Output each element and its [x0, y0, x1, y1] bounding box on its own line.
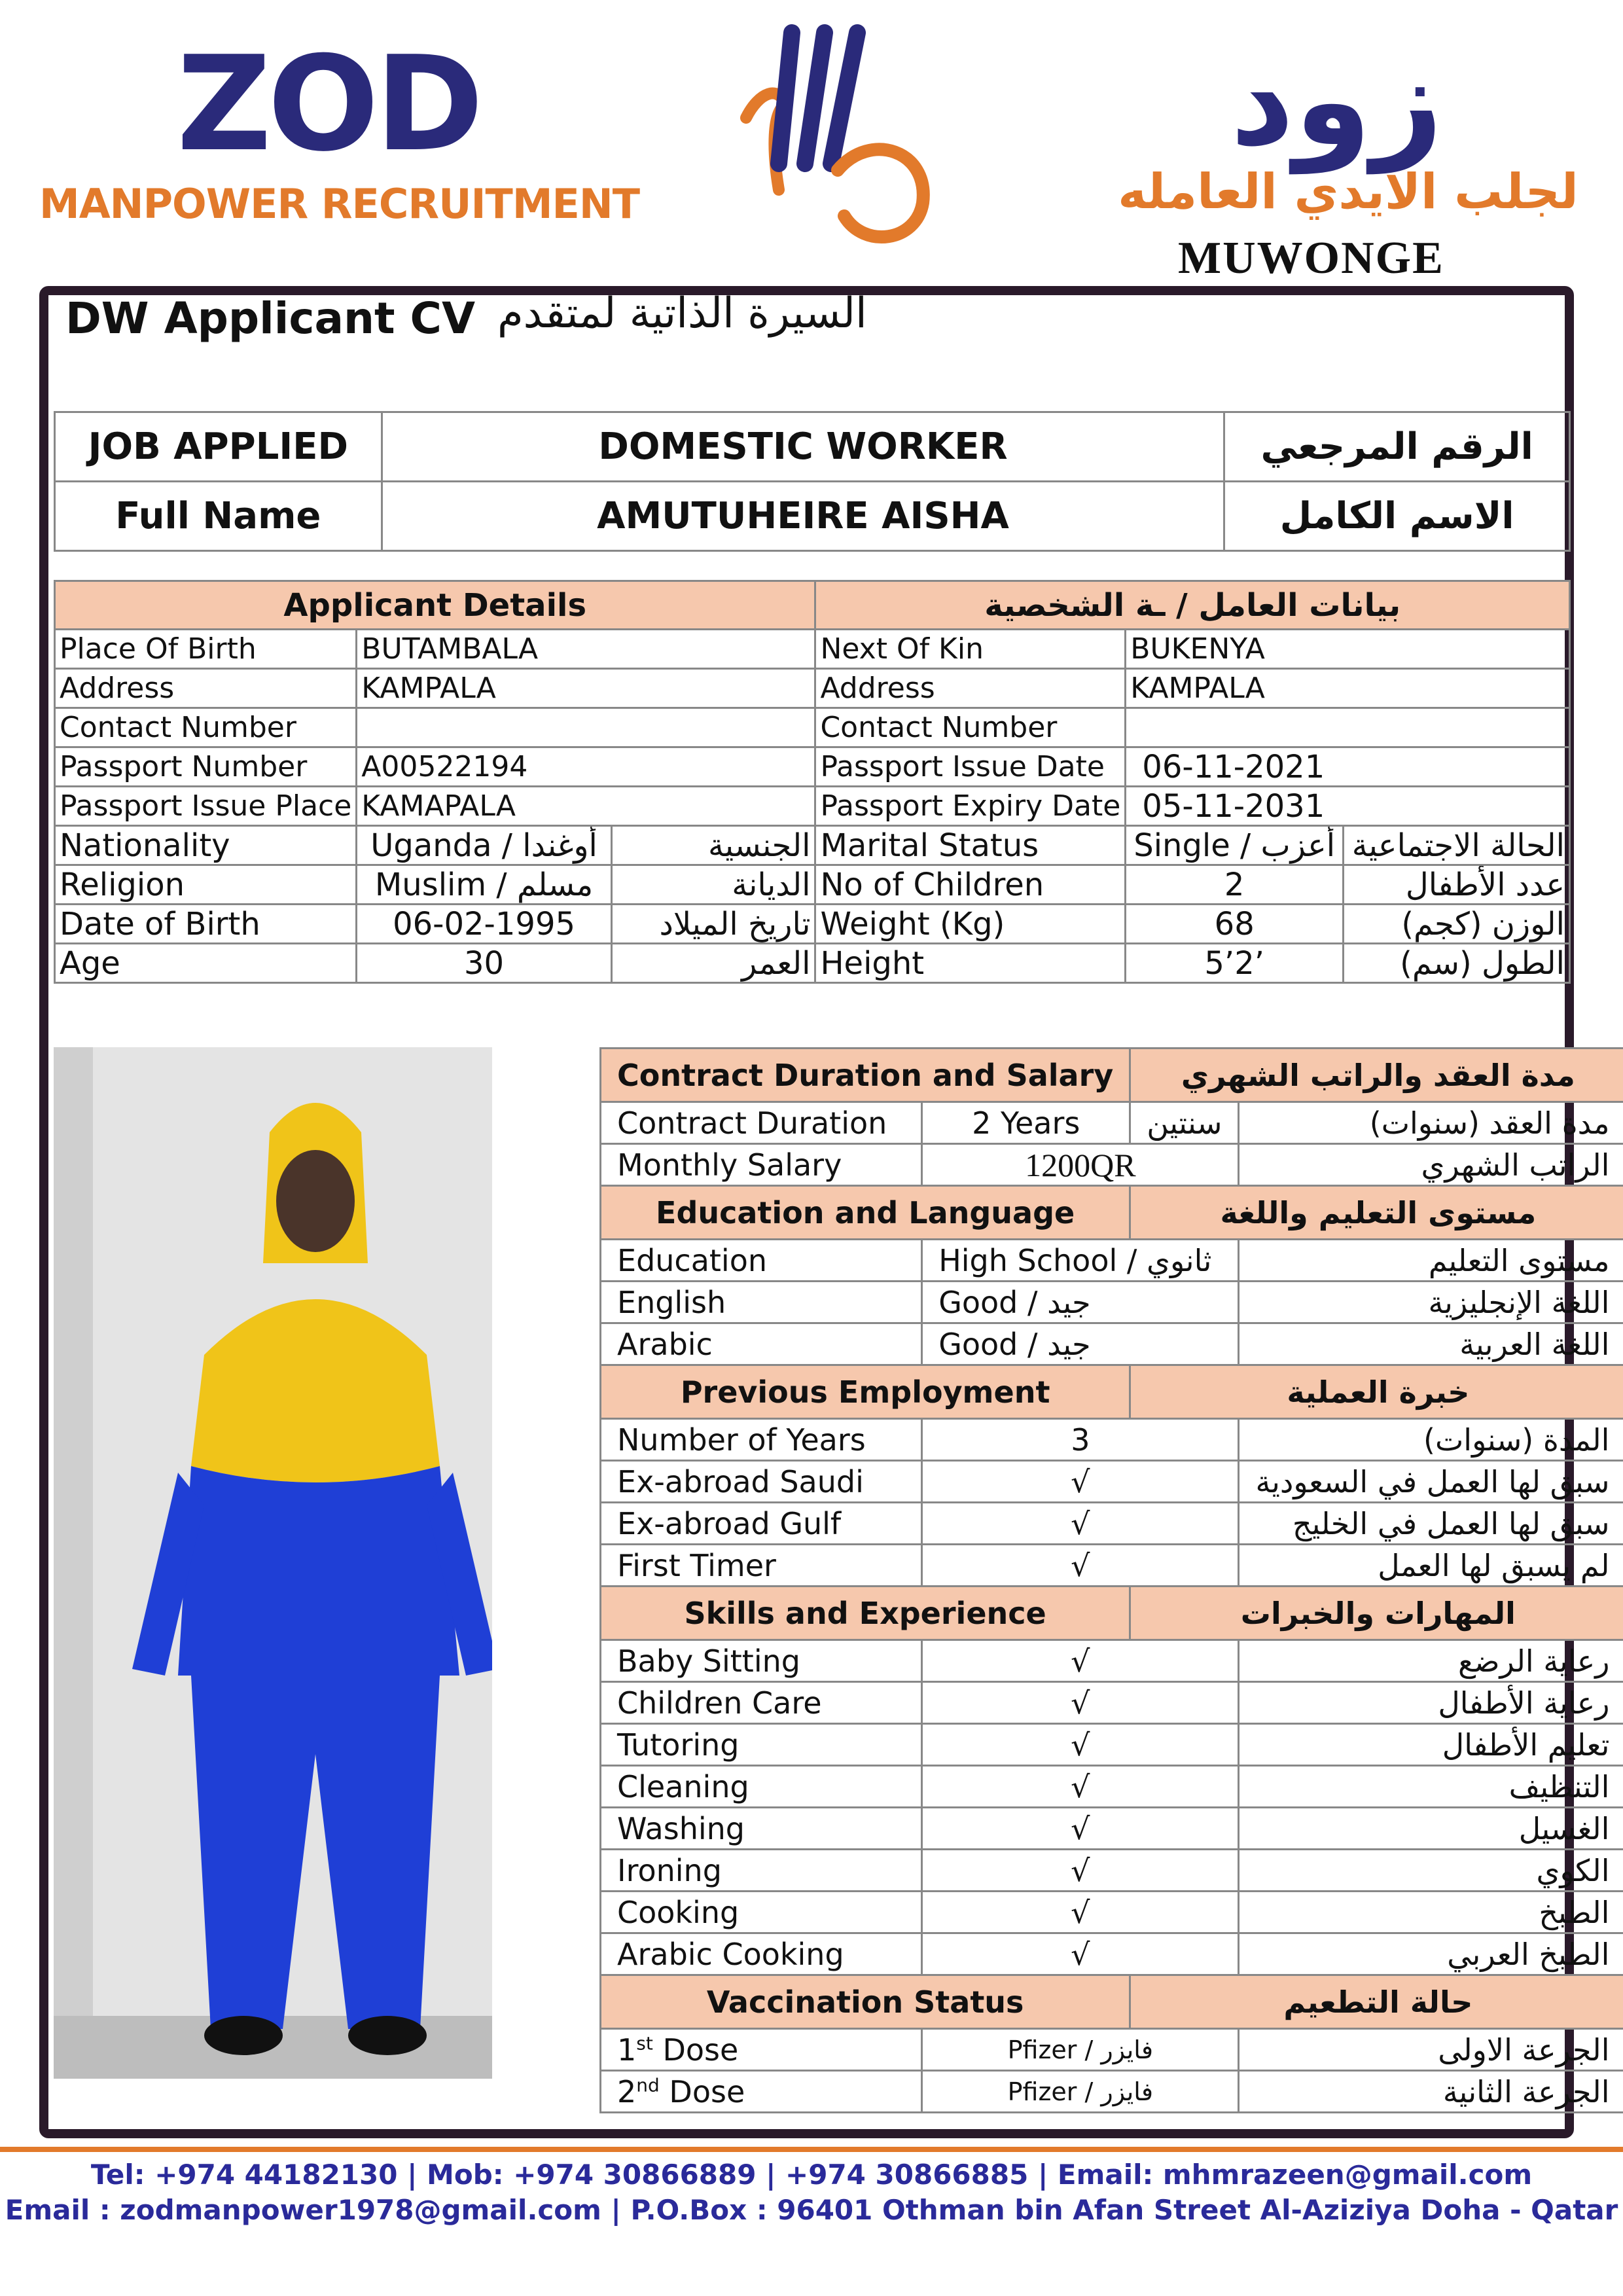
- skill-label: Washing: [601, 1808, 922, 1850]
- place-of-birth-label: Place Of Birth: [55, 630, 357, 669]
- skill-row: [601, 1682, 1623, 1724]
- kin-address-value: KAMPALA: [1126, 669, 1570, 708]
- education-header: Education and Language: [601, 1186, 1130, 1240]
- employment-label: Number of Years: [601, 1419, 922, 1461]
- employment-row: [601, 1419, 1623, 1461]
- passport-issue-place-label: Passport Issue Place: [55, 787, 357, 826]
- job-name-table: [54, 411, 1571, 552]
- monthly-salary-label-ar: الراتب الشهري: [1239, 1144, 1623, 1186]
- employment-label-ar: سبق لها العمل في الخليج: [1239, 1503, 1623, 1545]
- dob-label-ar: تاريخ الميلاد: [611, 905, 815, 944]
- dose-1-label-ar: الجرعة الاولى: [1239, 2029, 1623, 2071]
- employment-label: Ex-abroad Gulf: [601, 1503, 922, 1545]
- monthly-salary-label: Monthly Salary: [601, 1144, 922, 1186]
- skill-row: [601, 1933, 1623, 1975]
- applicant-details-header-ar: بيانات العامل / ـة الشخصية: [815, 581, 1570, 630]
- skill-label-ar: الغسيل: [1239, 1808, 1623, 1850]
- education-header-ar: مستوى التعليم واللغة: [1130, 1186, 1623, 1240]
- skill-label-ar: الطبخ العربي: [1239, 1933, 1623, 1975]
- detail-row: [55, 826, 1570, 865]
- dose-2-label-ar: الجرعة الثانية: [1239, 2071, 1623, 2113]
- address-value: KAMPALA: [357, 669, 815, 708]
- footer-contact-line: Tel: +974 44182130 | Mob: +974 30866889 | +974 30866885 | Email: mhmrazeen@gmail.com: [90, 2159, 1533, 2191]
- children-value: 2: [1126, 865, 1344, 905]
- section-header: [601, 1975, 1623, 2029]
- skill-check: √: [922, 1640, 1239, 1682]
- skill-row: [601, 1808, 1623, 1850]
- dose-1-value: Pfizer / فايزر: [922, 2029, 1239, 2071]
- english-value: Good / جيد: [922, 1282, 1239, 1323]
- dose-2-label: [601, 2071, 922, 2113]
- contract-duration-value-ar: سنتين: [1130, 1102, 1239, 1144]
- contract-duration-label-ar: مدة العقد (سنوات): [1239, 1102, 1623, 1144]
- education-row: [601, 1323, 1623, 1365]
- employment-value: √: [922, 1461, 1239, 1503]
- age-label: Age: [55, 944, 357, 983]
- skill-label: Children Care: [601, 1682, 922, 1724]
- detail-row: [55, 630, 1570, 669]
- brand-arabic-logo: زود: [1230, 29, 1443, 173]
- education-label: Education: [601, 1240, 922, 1282]
- passport-issue-date-value: 06-11-2021: [1126, 747, 1570, 787]
- skill-row: [601, 1640, 1623, 1682]
- employment-row: [601, 1503, 1623, 1545]
- skill-label-ar: الكوي: [1239, 1850, 1623, 1892]
- employment-row: [601, 1545, 1623, 1587]
- skill-label: Arabic Cooking: [601, 1933, 922, 1975]
- footer-divider: [0, 2147, 1623, 2152]
- skill-label: Tutoring: [601, 1724, 922, 1766]
- passport-expiry-date-label: Passport Expiry Date: [815, 787, 1126, 826]
- detail-row: [55, 944, 1570, 983]
- reference-number-label-ar: الرقم المرجعي: [1224, 412, 1570, 482]
- next-of-kin-label: Next Of Kin: [815, 630, 1126, 669]
- contract-duration-label: Contract Duration: [601, 1102, 922, 1144]
- arabic-label-ar: اللغة العربية: [1239, 1323, 1623, 1365]
- passport-number-label: Passport Number: [55, 747, 357, 787]
- footer-address-line: Email : zodmanpower1978@gmail.com | P.O.Box : 96401 Othman bin Afan Street Al-Aziziya Doha - Qatar: [5, 2194, 1618, 2226]
- skill-label-ar: تعليم الأطفال: [1239, 1724, 1623, 1766]
- passport-expiry-date-value: 05-11-2031: [1126, 787, 1570, 826]
- full-name-label: Full Name: [55, 482, 382, 551]
- religion-label: Religion: [55, 865, 357, 905]
- passport-issue-place-value: KAMAPALA: [357, 787, 815, 826]
- vaccination-row: [601, 2071, 1623, 2113]
- dose-2-suffix: nd: [636, 2074, 660, 2096]
- age-value: 30: [357, 944, 612, 983]
- monthly-salary-value: 1200QR: [922, 1144, 1239, 1186]
- applicant-photo: [54, 1047, 492, 2079]
- section-header: [601, 1587, 1623, 1640]
- place-of-birth-value: BUTAMBALA: [357, 630, 815, 669]
- skill-check: √: [922, 1724, 1239, 1766]
- passport-issue-date-label: Passport Issue Date: [815, 747, 1126, 787]
- detail-row: [55, 787, 1570, 826]
- company-logo-icon: [733, 20, 942, 255]
- weight-label: Weight (Kg): [815, 905, 1126, 944]
- employment-label-ar: المدة (سنوات): [1239, 1419, 1623, 1461]
- dose-1-number: 1: [617, 2032, 637, 2068]
- employment-value: 3: [922, 1419, 1239, 1461]
- marital-status-label-ar: الحالة الاجتماعية: [1344, 826, 1570, 865]
- nationality-label: Nationality: [55, 826, 357, 865]
- employment-label: First Timer: [601, 1545, 922, 1587]
- skill-check: √: [922, 1808, 1239, 1850]
- marital-status-value: Single / أعزب: [1126, 826, 1344, 865]
- detail-row: [55, 905, 1570, 944]
- dose-2-word: Dose: [659, 2073, 745, 2109]
- skill-label: Ironing: [601, 1850, 922, 1892]
- education-row: [601, 1240, 1623, 1282]
- dose-1-word: Dose: [652, 2032, 739, 2068]
- employment-header: Previous Employment: [601, 1365, 1130, 1419]
- contract-skills-table: [599, 1047, 1623, 2113]
- dose-1-label: [601, 2029, 922, 2071]
- agent-name: MUWONGE: [1178, 233, 1444, 283]
- passport-number-value: A00522194: [357, 747, 815, 787]
- english-label-ar: اللغة الإنجليزية: [1239, 1282, 1623, 1323]
- skill-check: √: [922, 1892, 1239, 1933]
- detail-row: [55, 708, 1570, 747]
- detail-row: [55, 669, 1570, 708]
- section-header: [601, 1365, 1623, 1419]
- next-of-kin-value: BUKENYA: [1126, 630, 1570, 669]
- brand-logo-text: ZOD: [177, 28, 480, 181]
- dob-value: 06-02-1995: [357, 905, 612, 944]
- skill-label-ar: التنظيف: [1239, 1766, 1623, 1808]
- kin-contact-number-label: Contact Number: [815, 708, 1126, 747]
- cv-title-arabic: السيرة الذاتية لمتقدم: [497, 289, 867, 338]
- employment-value: √: [922, 1503, 1239, 1545]
- skill-label-ar: رعاية الرضع: [1239, 1640, 1623, 1682]
- section-header: [601, 1049, 1623, 1102]
- children-label-ar: عدد الأطفال: [1344, 865, 1570, 905]
- cv-title: DW Applicant CV: [65, 293, 476, 344]
- contract-header: Contract Duration and Salary: [601, 1049, 1130, 1102]
- religion-label-ar: الديانة: [611, 865, 815, 905]
- skill-check: √: [922, 1682, 1239, 1724]
- employment-header-ar: خبرة العملية: [1130, 1365, 1623, 1419]
- religion-value: Muslim / مسلم: [357, 865, 612, 905]
- section-header: [601, 1186, 1623, 1240]
- detail-row: [55, 747, 1570, 787]
- brand-subtitle: MANPOWER RECRUITMENT: [39, 180, 640, 228]
- education-value: High School / ثانوي: [922, 1240, 1239, 1282]
- job-applied-value: DOMESTIC WORKER: [382, 412, 1224, 482]
- employment-label-ar: سبق لها العمل في السعودية: [1239, 1461, 1623, 1503]
- arabic-value: Good / جيد: [922, 1323, 1239, 1365]
- skills-header-ar: المهارات والخبرات: [1130, 1587, 1623, 1640]
- skill-row: [601, 1724, 1623, 1766]
- detail-row: [55, 865, 1570, 905]
- contact-number-label: Contact Number: [55, 708, 357, 747]
- contract-header-ar: مدة العقد والراتب الشهري: [1130, 1049, 1623, 1102]
- contract-duration-value: 2 Years: [922, 1102, 1130, 1144]
- vaccination-row: [601, 2029, 1623, 2071]
- brand-arabic-subtitle: لجلب الايدي العامله: [1118, 164, 1578, 220]
- employment-row: [601, 1461, 1623, 1503]
- dose-2-value: Pfizer / فايزر: [922, 2071, 1239, 2113]
- marital-status-label: Marital Status: [815, 826, 1126, 865]
- kin-contact-number-value: [1126, 708, 1570, 747]
- skill-row: [601, 1850, 1623, 1892]
- employment-label-ar: لم يسبق لها العمل: [1239, 1545, 1623, 1587]
- skill-label: Cooking: [601, 1892, 922, 1933]
- skill-label: Cleaning: [601, 1766, 922, 1808]
- vaccination-header-ar: حالة التطعيم: [1130, 1975, 1623, 2029]
- skill-row: [601, 1766, 1623, 1808]
- skill-check: √: [922, 1766, 1239, 1808]
- skill-label-ar: الطبخ: [1239, 1892, 1623, 1933]
- age-label-ar: العمر: [611, 944, 815, 983]
- full-name-label-ar: الاسم الكامل: [1224, 482, 1570, 551]
- dob-label: Date of Birth: [55, 905, 357, 944]
- applicant-details-header: Applicant Details: [55, 581, 815, 630]
- weight-label-ar: الوزن (كجم): [1344, 905, 1570, 944]
- nationality-value: Uganda / أوغندا: [357, 826, 612, 865]
- children-label: No of Children: [815, 865, 1126, 905]
- height-label-ar: الطول (سم): [1344, 944, 1570, 983]
- skill-label-ar: رعاية الأطفال: [1239, 1682, 1623, 1724]
- skill-row: [601, 1892, 1623, 1933]
- kin-address-label: Address: [815, 669, 1126, 708]
- english-label: English: [601, 1282, 922, 1323]
- education-label-ar: مستوى التعليم: [1239, 1240, 1623, 1282]
- monthly-salary-row: [601, 1144, 1623, 1186]
- contact-number-value: [357, 708, 815, 747]
- employment-label: Ex-abroad Saudi: [601, 1461, 922, 1503]
- dose-2-number: 2: [617, 2073, 637, 2109]
- skill-check: √: [922, 1933, 1239, 1975]
- height-value: 5’2’: [1126, 944, 1344, 983]
- full-name-row: [55, 482, 1570, 551]
- skill-check: √: [922, 1850, 1239, 1892]
- job-applied-row: [55, 412, 1570, 482]
- vaccination-header: Vaccination Status: [601, 1975, 1130, 2029]
- skill-label: Baby Sitting: [601, 1640, 922, 1682]
- arabic-label: Arabic: [601, 1323, 922, 1365]
- address-label: Address: [55, 669, 357, 708]
- dose-1-suffix: st: [636, 2032, 653, 2054]
- applicant-photo-illustration: [54, 1047, 492, 2079]
- applicant-details-table: [54, 580, 1571, 984]
- height-label: Height: [815, 944, 1126, 983]
- nationality-label-ar: الجنسية: [611, 826, 815, 865]
- full-name-value: AMUTUHEIRE AISHA: [382, 482, 1224, 551]
- weight-value: 68: [1126, 905, 1344, 944]
- contract-duration-row: [601, 1102, 1623, 1144]
- education-row: [601, 1282, 1623, 1323]
- skills-header: Skills and Experience: [601, 1587, 1130, 1640]
- employment-value: √: [922, 1545, 1239, 1587]
- job-applied-label: JOB APPLIED: [55, 412, 382, 482]
